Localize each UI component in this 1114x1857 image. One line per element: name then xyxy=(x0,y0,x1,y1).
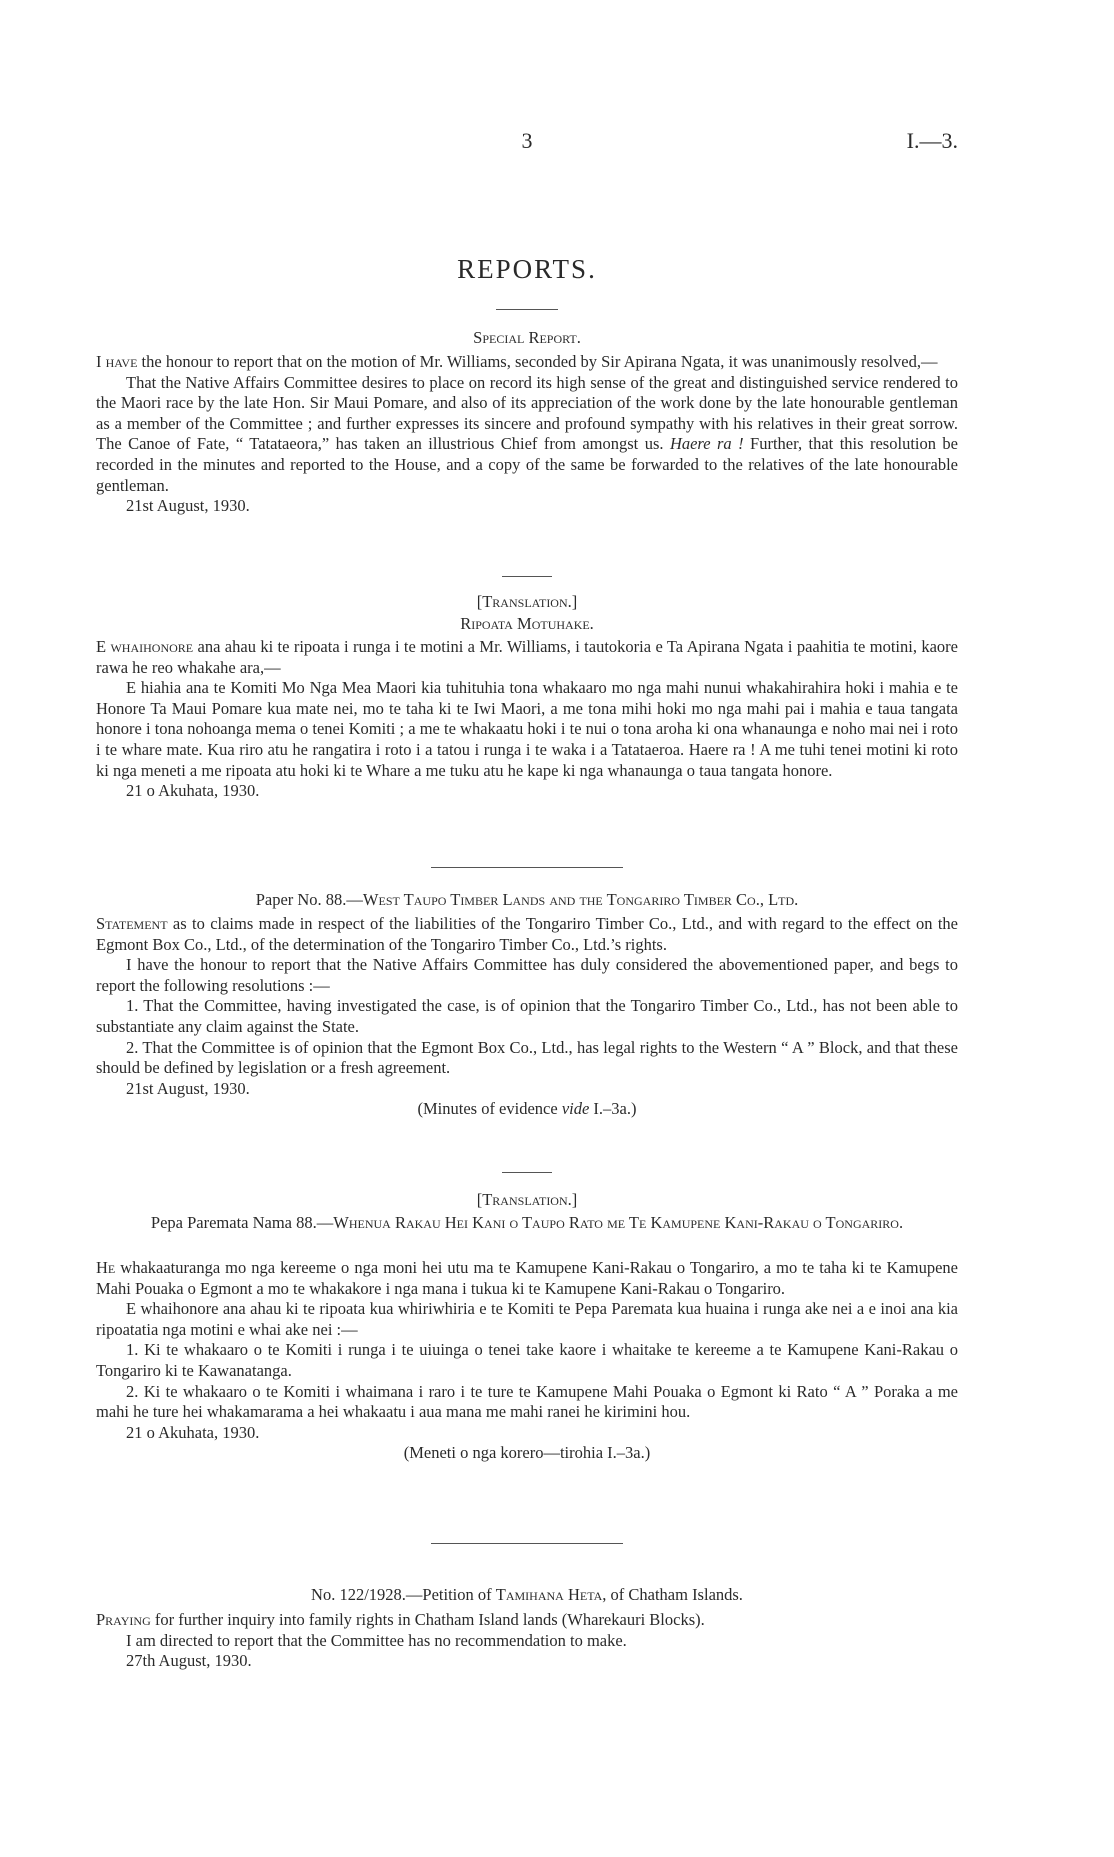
paper-88-title: West Taupo Timber Lands and the Tongariro Timber Co., Ltd. xyxy=(362,890,799,909)
special-report-heading: Special Report. xyxy=(473,328,581,347)
paper-88-statement-text: as to claims made in respect of the liabilities of the Tongariro Timber Co., Ltd., and with regard to the effect on the Egmont Box Co., Ltd., of the determination of the Tongariro Timber Co., Ltd.’s rights. xyxy=(96,914,958,954)
document-reference: I.—3. xyxy=(906,128,958,153)
paper-88-statement xyxy=(96,914,958,955)
paper-88-number: Paper No. 88.— xyxy=(255,890,363,909)
petition-122-location: , of Chatham Islands. xyxy=(602,1585,743,1604)
section-divider xyxy=(431,1543,623,1544)
paper-88-resolution-1: 1. That the Committee, having investigated the case, is of opinion that the Tongariro Timber Co., Ltd., has not been able to substantiate any claim against the State. xyxy=(96,996,958,1036)
special-report-section xyxy=(96,352,958,517)
paper-88-translation-evidence-note: (Meneti o nga korero—tirohia I.–3a.) xyxy=(403,1443,651,1463)
translation-intro xyxy=(96,637,958,678)
document-page xyxy=(96,0,958,1857)
petition-122-praying-text: for further inquiry into family rights in Chatham Island lands (Wharekauri Blocks). xyxy=(150,1610,705,1629)
petition-122-praying xyxy=(96,1610,958,1631)
special-report-date: 21st August, 1930. xyxy=(126,496,250,516)
petition-122-date: 27th August, 1930. xyxy=(126,1651,252,1671)
special-report-resolution-closing: Further, that this resolution be recorded in the minutes and reported to the House, and a copy of the same be forwarded to the relatives of the late honourable gentleman. xyxy=(96,434,958,495)
special-report-haere-ra: Haere ra ! xyxy=(669,434,744,454)
page-title: REPORTS. xyxy=(457,254,597,284)
page-header xyxy=(96,128,958,156)
petition-122-praying-lead: Praying xyxy=(96,1610,151,1629)
special-report-resolution-text: That the Native Affairs Committee desires to place on record its high sense of the great and distinguished service rendered to the Maori race by the late Hon. Sir Maui Pomare, and also of its appreciation of the work done by the late honourable gentleman as a member of the Committee ; and further expresses its sincere and profound sympathy with his relatives in their great sorrow. The Canoe of Fate, “ Tatataeora,” has taken an illustrious Chief from amongst us. xyxy=(96,372,958,454)
paper-88-date: 21st August, 1930. xyxy=(126,1078,250,1098)
special-report-intro-text: the honour to report that on the motion of Mr. Williams, seconded by Sir Apirana Ngata, it was unanimously resolved,— xyxy=(137,352,938,371)
special-report-resolution xyxy=(96,373,958,497)
paper-88-translation-section xyxy=(96,1258,958,1464)
petition-122-directive: I am directed to report that the Committee has no recommendation to make. xyxy=(126,1630,627,1650)
paper-88-translation-statement-text: whakaaturanga mo nga kereeme o nga moni hei utu ma te Kamupene Kani-Rakau o Tongariro, a mo te taha ki te Kamupene Mahi Pouaka o Egmont a mo te whakakore i nga mana i tukua ki te Kamupene Kani-Rakau o Tongariro. xyxy=(96,1258,958,1298)
paper-88-translation-number: Pepa Paremata Nama 88.— xyxy=(150,1213,334,1232)
paper-88-evidence-vide: vide xyxy=(561,1099,590,1119)
special-report-intro xyxy=(96,352,958,373)
translation-resolution: E hiahia ana te Komiti Mo Nga Mea Maori kia tuhituhia tona whakaaro mo nga mahi nunui whakahirahira hoki i mahia e te Honore Ta Maui Pomare kua mate nei, mo te taha ki te Iwi Maori, a me tona mihi hoki mo nga mahi pai i mahia e taua tangata honore i tona nohoanga mema o tenei Komiti ; a me te whakaatu hoki i te nui o tona aroha ki ona whanaunga e noho mai nei i roto i te whare mate. Kua riro atu he rangatira i roto i a tatou i runga i te waka i a Tatataeroa. Haere ra ! A me tuhi tenei motini ki roto ki nga meneti a me ripoata atu hoki ki te Whare a me tuku atu he kape ki nga whanaunga o taua tangata honore. xyxy=(96,678,958,780)
paper-88-statement-lead: Statement xyxy=(96,914,168,933)
translation-intro-lead: E whaihonore xyxy=(96,637,194,656)
paper-88-translation-resolution-1: 1. Ki te whakaaro o te Komiti i runga i te uiuinga o tenei take kaore i whaitake te kereeme a te Kamupene Kani-Rakau o Tongariro ki te Kawanatanga. xyxy=(96,1340,958,1380)
paper-88-translation-resolution-2: 2. Ki te whakaaro o te Komiti i whaimana i raro i te ture te Kamupene Mahi Pouaka o Egmont ki Rato “ A ” Poraka a me mahi he ture hei whakamarama a hei whakaatu i aua mana me mahi ranei he kirimini hou. xyxy=(96,1381,958,1422)
section-divider xyxy=(502,1172,552,1173)
translation-date: 21 o Akuhata, 1930. xyxy=(126,781,260,801)
special-report-intro-lead: I have xyxy=(96,352,138,371)
paper-88-translation-date: 21 o Akuhata, 1930. xyxy=(126,1422,260,1442)
paper-88-resolution-2: 2. That the Committee is of opinion that the Egmont Box Co., Ltd., has legal rights to the Western “ A ” Block, and that these should be defined by legislation or a fresh agreement. xyxy=(96,1037,958,1078)
title-divider xyxy=(496,309,558,310)
paper-88-heading xyxy=(96,890,958,910)
paper-88-evidence-note xyxy=(96,1099,958,1120)
section-divider xyxy=(431,867,623,868)
special-report-translation-section xyxy=(96,637,958,802)
paper-88-evidence-close: I.–3a.) xyxy=(589,1099,637,1119)
paper-88-translation-title: Whenua Rakau Hei Kani o Taupo Rato me Te Kamupene Kani-Rakau o Tongariro. xyxy=(333,1213,904,1232)
paper-88-translation-intro: E whaihonore ana ahau ki te ripoata kua whiriwhiria e te Komiti te Pepa Paremata kua huaina i runga ake nei a e inoi ana kia ripoatatia nga motini e whai ake nei :— xyxy=(96,1299,958,1339)
petition-122-heading xyxy=(96,1585,958,1605)
paper-88-section xyxy=(96,914,958,1120)
ripoata-motuhake-heading: Ripoata Motuhake. xyxy=(460,614,594,633)
paper-88-translation-label: [Translation.] xyxy=(476,1190,578,1209)
page-number: 3 xyxy=(521,128,533,153)
petition-122-petitioner: Tamihana Heta xyxy=(495,1585,603,1604)
paper-88-translation-statement-lead: He xyxy=(96,1258,116,1277)
petition-122-number: No. 122/1928.—Petition of xyxy=(311,1585,496,1604)
paper-88-translation-heading xyxy=(96,1213,958,1234)
paper-88-translation-statement xyxy=(96,1258,958,1299)
section-divider xyxy=(502,576,552,577)
translation-label: [Translation.] xyxy=(476,592,578,611)
petition-122-section xyxy=(96,1610,958,1672)
paper-88-intro: I have the honour to report that the Native Affairs Committee has duly considered the abovementioned paper, and begs to report the following resolutions :— xyxy=(96,955,958,995)
paper-88-evidence-open: (Minutes of evidence xyxy=(417,1099,562,1119)
translation-intro-text: ana ahau ki te ripoata i runga i te motini a Mr. Williams, i tautokoria e Ta Apirana Ngata i paahitia te motini, kaore rawa he reo whakahe ara,— xyxy=(96,637,959,677)
